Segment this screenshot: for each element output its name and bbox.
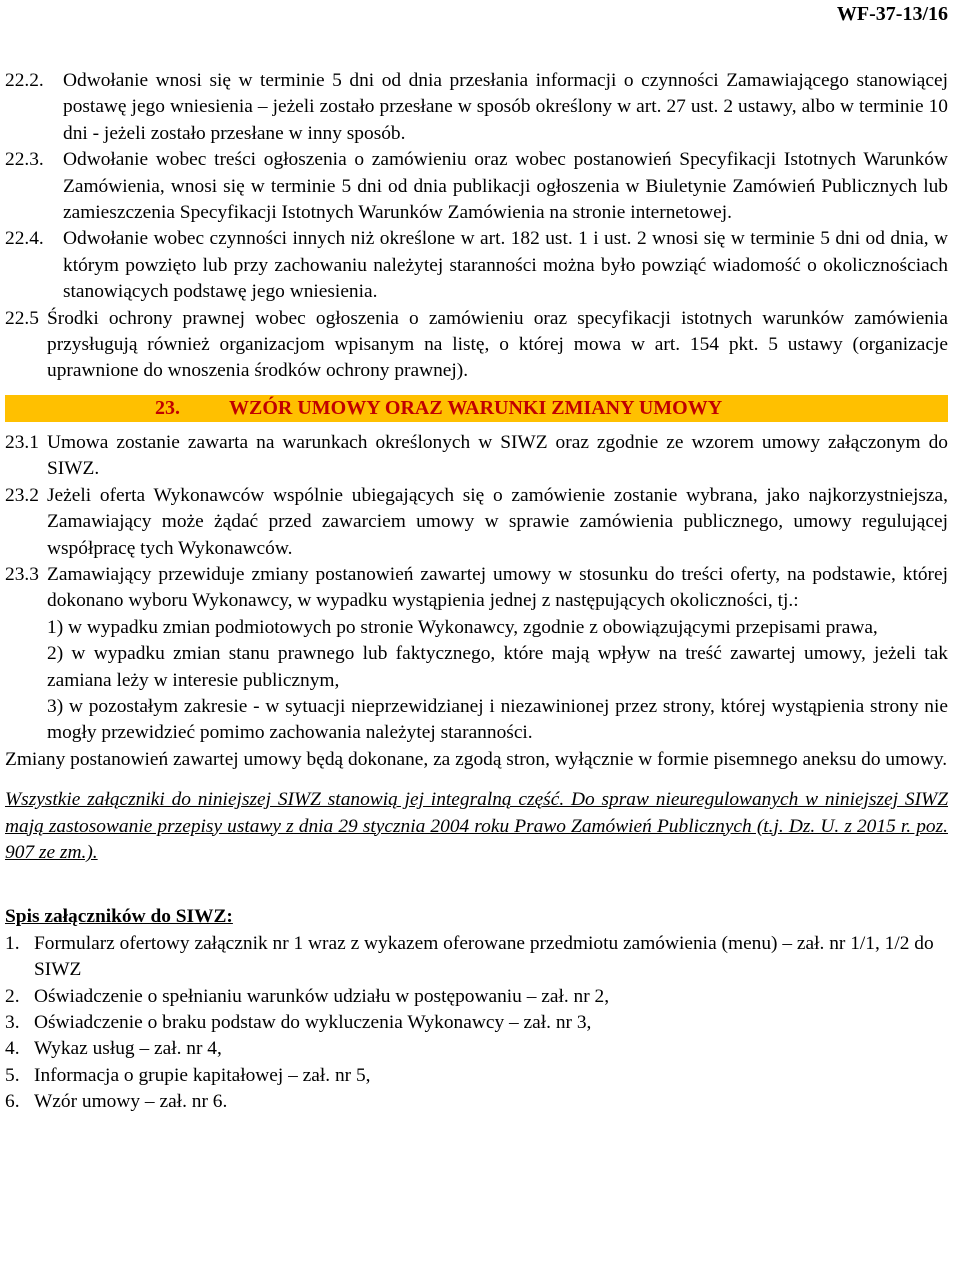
clause-number: 22.4.: [5, 228, 44, 250]
clause-text: Jeżeli oferta Wykonawców wspólnie ubiegających się o zamówienie zostanie wybrana, jako najkorzystniejsza, Zamawiający może żądać przed zawarciem umowy w sprawie zamówienia publicznego, umowy regulującej współpracę tych Wykonawców.: [47, 484, 948, 559]
clause-text: [47, 562, 948, 747]
attachment-text: Oświadczenie o spełnianiu warunków udziału w postępowaniu – zał. nr 2,: [34, 985, 610, 1007]
clause-text: Odwołanie wobec czynności innych niż określone w art. 182 ust. 1 i ust. 2 wnosi się w terminie 5 dni od dnia, w którym powzięto lub przy zachowaniu należytej staranności można było powziąć wiadomość o okolicznościach stanowiących podstawę jego wniesienia.: [63, 228, 948, 303]
attachment-number: 2.: [5, 985, 20, 1007]
clause-number: 23.1: [5, 431, 39, 453]
clause-text: Odwołanie wnosi się w terminie 5 dni od dnia przesłania informacji o czynności Zamawiającego stanowiącej postawę jego wniesienia – jeżeli zostało przesłane w sposób określony w art. 27 ust. 2 ustawy, albo w terminie 10 dni - jeżeli zostało przesłane w inny sposób.: [63, 70, 948, 144]
attachment-item: [5, 1010, 948, 1036]
attachment-item: [5, 1089, 948, 1115]
clause-number: 22.2.: [5, 70, 44, 91]
attachment-number: 6.: [5, 1091, 20, 1113]
document-body: [5, 68, 948, 1116]
clause-text: Odwołanie wobec treści ogłoszenia o zamówieniu oraz wobec postanowień Specyfikacji Istotnych Warunków Zamówienia, wnosi się w terminie 5 dni od dnia publikacji ogłoszenia w Biuletynie Zamówień Publicznych lub zamieszczenia Specyfikacji Istotnych Warunków Zamówienia na stronie internetowej.: [63, 149, 948, 224]
section-heading-number: 23.: [155, 396, 180, 419]
attachment-text: Wzór umowy – zał. nr 6.: [34, 1091, 228, 1113]
clause-22-3: [5, 147, 948, 226]
clause-intro: Zamawiający przewiduje zmiany postanowień zawartej umowy w stosunku do treści oferty, na podstawie, której dokonano wyboru Wykonawcy, w wypadku wystąpienia jednej z następujących okoliczności, tj.:: [47, 563, 948, 612]
clause-23-1: [5, 430, 948, 483]
attachments-title: Spis załączników do SIWZ:: [5, 906, 233, 928]
attachment-item: [5, 1063, 948, 1089]
attachment-number: 3.: [5, 1012, 20, 1033]
attachment-item: [5, 1036, 948, 1062]
clause-22-2: [5, 68, 948, 147]
document-id: WF-37-13/16: [836, 3, 948, 25]
section-heading-title: WZÓR UMOWY ORAZ WARUNKI ZMIANY UMOWY: [229, 396, 723, 419]
clause-text: Środki ochrony prawnej wobec ogłoszenia o zamówieniu oraz specyfikacji istotnych warunków zamówienia przysługują również organizacjom wpisanym na listę, o której mowa w art. 154 pkt. 5 ustawy (organizacje uprawnione do wnoszenia środków ochrony prawnej).: [47, 307, 948, 382]
circumstance-item: 2) w wypadku zmian stanu prawnego lub faktycznego, które mają wpływ na treść zawartej umowy, jeżeli tak zamiana leży w interesie publicznym,: [47, 643, 948, 691]
attachment-text: Formularz ofertowy załącznik nr 1 wraz z wykazem oferowane przedmiotu zamówienia (menu) – zał. nr 1/1, 1/2 do SIWZ: [34, 932, 934, 981]
attachment-text: Wykaz usług – zał. nr 4,: [34, 1038, 222, 1060]
attachment-item: [5, 931, 948, 984]
clause-number: 23.2: [5, 484, 39, 506]
section-heading-23: [5, 395, 948, 422]
final-note: Wszystkie załączniki do niniejszej SIWZ stanowią jej integralną część. Do spraw nieuregulowanych w niniejszej SIWZ mają zastosowanie przepisy ustawy z dnia 29 stycznia 2004 roku Prawo Zamówień Publicznych (t.j. Dz. U. z 2015 r. poz. 907 ze zm.).: [5, 789, 948, 863]
attachment-text: Informacja o grupie kapitałowej – zał. nr 5,: [34, 1064, 371, 1086]
clause-22-5: [5, 306, 948, 385]
circumstance-item: 1) w wypadku zmian podmiotowych po stronie Wykonawcy, zgodnie z obowiązującymi przepisami prawa,: [47, 616, 878, 638]
clause-number: 22.3.: [5, 149, 44, 171]
attachment-item: [5, 984, 948, 1010]
attachment-text: Oświadczenie o braku podstaw do wykluczenia Wykonawcy – zał. nr 3,: [34, 1012, 592, 1033]
clause-number: 23.3: [5, 563, 39, 585]
clause-22-4: [5, 226, 948, 305]
attachment-number: 5.: [5, 1064, 20, 1086]
circumstance-item: 3) w pozostałym zakresie - w sytuacji nieprzewidzianej i niezawinionej przez strony, której wystąpienia strony nie mogły przewidzieć pomimo zachowania należytej staranności.: [47, 695, 948, 744]
clause-23-3: [5, 562, 948, 747]
clause-23-2: [5, 483, 948, 562]
attachment-number: 1.: [5, 932, 20, 954]
clause-number: 22.5: [5, 307, 39, 329]
attachment-number: 4.: [5, 1038, 20, 1060]
clause-text: Umowa zostanie zawarta na warunkach określonych w SIWZ oraz zgodnie ze wzorem umowy załączonym do SIWZ.: [47, 431, 948, 480]
changes-note: Zmiany postanowień zawartej umowy będą dokonane, za zgodą stron, wyłącznie w formie pisemnego aneksu do umowy.: [5, 748, 948, 770]
